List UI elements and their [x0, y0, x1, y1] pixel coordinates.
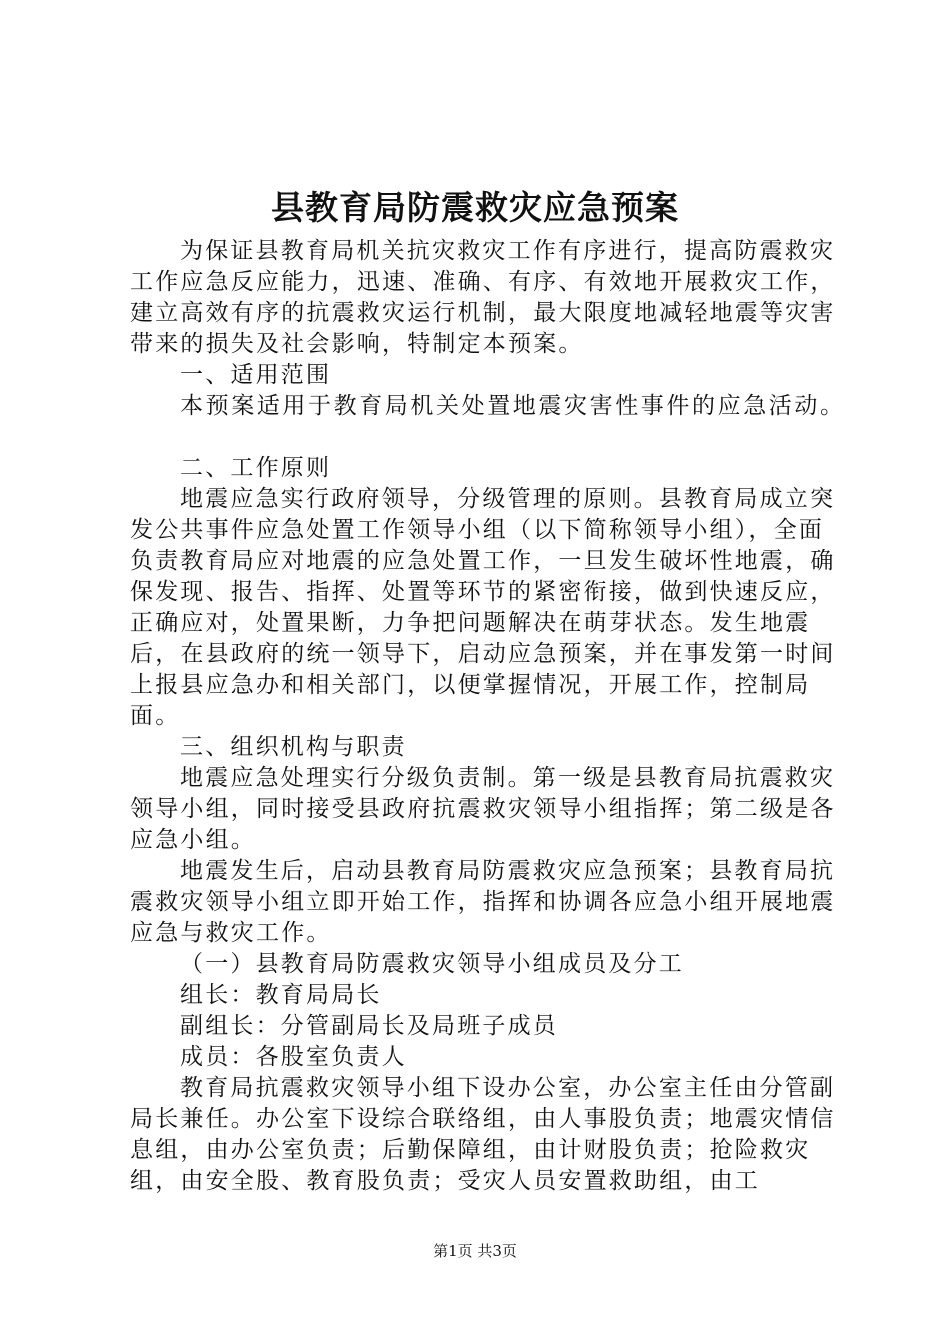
paragraph-members: 成员：各股室负责人 — [180, 1044, 407, 1070]
document-title: 县教育局防震救灾应急预案 — [271, 188, 679, 227]
paragraph-intro: 为保证县教育局机关抗灾救灾工作有序进行，提高防震救灾工作应急反应能力，迅速、准确、有序、有效地开展救灾工作，建立高效有序的抗震救灾运行机制，最大限度地减轻地震等灾害带来的损失及社会影响，特制定本预案。 — [130, 238, 836, 357]
paragraph-levels: 地震应急处理实行分级负责制。第一级是县教育局抗震救灾领导小组，同时接受县政府抗震救灾领导小组指挥；第二级是各应急小组。 — [130, 765, 836, 853]
paragraph-group-leader: 组长：教育局局长 — [180, 982, 382, 1008]
paragraph-office: 教育局抗震救灾领导小组下设办公室，办公室主任由分管副局长兼任。办公室下设综合联络组，由人事股负责；地震灾情信息组，由办公室负责；后勤保障组，由计财股负责；抢险救灾组，由安全股、教育股负责；受灾人员安置救助组，由工 — [130, 1075, 836, 1194]
heading-organization: 三、组织机构与职责 — [180, 734, 407, 760]
heading-scope: 一、适用范围 — [180, 362, 332, 388]
paragraph-activation: 地震发生后，启动县教育局防震救灾应急预案；县教育局抗震救灾领导小组立即开始工作，指挥和协调各应急小组开展地震应急与救灾工作。 — [130, 858, 836, 946]
heading-principles: 二、工作原则 — [180, 455, 332, 481]
paragraph-scope: 本预案适用于教育局机关处置地震灾害性事件的应急活动。 — [180, 393, 846, 419]
document-body — [130, 236, 846, 1197]
paragraph-deputy-leader: 副组长：分管副局长及局班子成员 — [180, 1013, 558, 1039]
heading-leadership-group: （一）县教育局防震救灾领导小组成员及分工 — [180, 951, 684, 977]
paragraph-principles: 地震应急实行政府领导，分级管理的原则。县教育局成立突发公共事件应急处置工作领导小组（以下简称领导小组），全面负责教育局应对地震的应急处置工作，一旦发生破坏性地震，确保发现、报告、指挥、处置等环节的紧密衔接，做到快速反应，正确应对，处置果断，力争把问题解决在萌芽状态。发生地震后，在县政府的统一领导下，启动应急预案，并在事发第一时间上报县应急办和相关部门，以便掌握情况，开展工作，控制局面。 — [130, 486, 836, 729]
paragraph-spacer — [130, 422, 842, 453]
page-footer: 第1页 共3页 — [433, 1242, 517, 1260]
